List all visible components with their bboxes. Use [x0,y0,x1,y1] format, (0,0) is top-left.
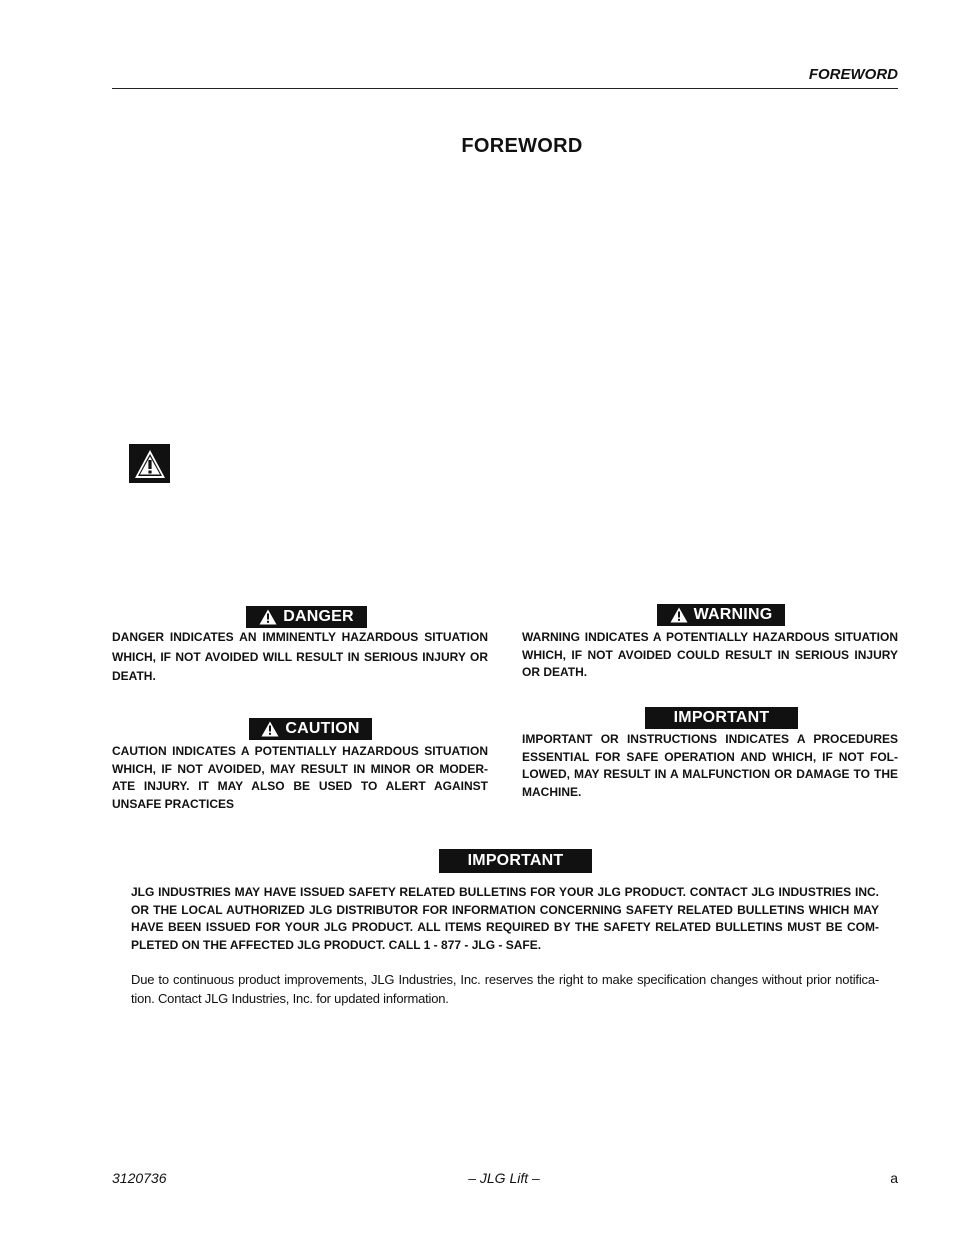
danger-label-text: DANGER [283,608,354,625]
alert-triangle-icon [670,607,688,623]
safety-alert-triangle-icon [129,444,170,483]
alert-triangle-icon [259,609,277,625]
important-label-text: IMPORTANT [673,709,770,726]
warning-notice-text: WARNING INDICATES A POTENTIALLY HAZARDOUS SITUATION WHICH, IF NOT AVOIDED COULD RESULT IN SERIOUS INJURY OR DEATH. [522,630,898,679]
bulletin-important-label [439,849,592,873]
page-title: FOREWORD [461,135,583,157]
caution-label [249,718,372,740]
warning-label [657,604,785,626]
caution-notice-text: CAUTION INDICATES A POTENTIALLY HAZARDOUS SITUATION WHICH, IF NOT AVOIDED, MAY RESULT IN MINOR OR MODER-ATE INJURY. IT MAY ALSO BE USED TO ALERT AGAINST UNSAFE PRACTICES [112,744,488,811]
footer-center-text: – JLG Lift – [468,1170,540,1186]
danger-notice-text: DANGER INDICATES AN IMMINENTLY HAZARDOUS SITUATION WHICH, IF NOT AVOIDED WILL RESULT IN SERIOUS INJURY OR DEATH. [112,630,488,683]
bulletin-important-label-text: IMPORTANT [467,852,564,869]
bulletin-notice-text: JLG INDUSTRIES MAY HAVE ISSUED SAFETY RELATED BULLETINS FOR YOUR JLG PRODUCT. CONTACT JLG INDUSTRIES INC. OR THE LOCAL AUTHORIZED JLG DISTRIBUTOR FOR INFORMATION CONCERNING SAFETY RELATED BULLETINS WHICH MAY HAVE BEEN ISSUED FOR YOUR JLG PRODUCT. ALL ITEMS REQUIRED BY THE SAFETY RELATED BULLETINS MUST BE COM-PLETED ON THE AFFECTED JLG PRODUCT. CALL 1 - 877 - JLG - SAFE. [131,885,879,952]
important-notice-text: IMPORTANT OR INSTRUCTIONS INDICATES A PROCEDURES ESSENTIAL FOR SAFE OPERATION AND WHICH, IF NOT FOL-LOWED, MAY RESULT IN A MALFUNCTION OR DAMAGE TO THE MACHINE. [522,732,898,799]
footer-doc-number: 3120736 [112,1170,167,1186]
header-rule [112,88,898,89]
important-label [645,707,798,729]
caution-label-text: CAUTION [285,720,360,737]
footer-page-number: a [890,1170,898,1186]
body-paragraph: Due to continuous product improvements, JLG Industries, Inc. reserves the right to make specification changes without prior notifica-tion. Contact JLG Industries, Inc. for updated information. [131,972,879,1006]
danger-label [246,606,367,628]
running-header-title: FOREWORD [808,66,898,83]
alert-triangle-icon [261,721,279,737]
warning-label-text: WARNING [693,606,773,623]
